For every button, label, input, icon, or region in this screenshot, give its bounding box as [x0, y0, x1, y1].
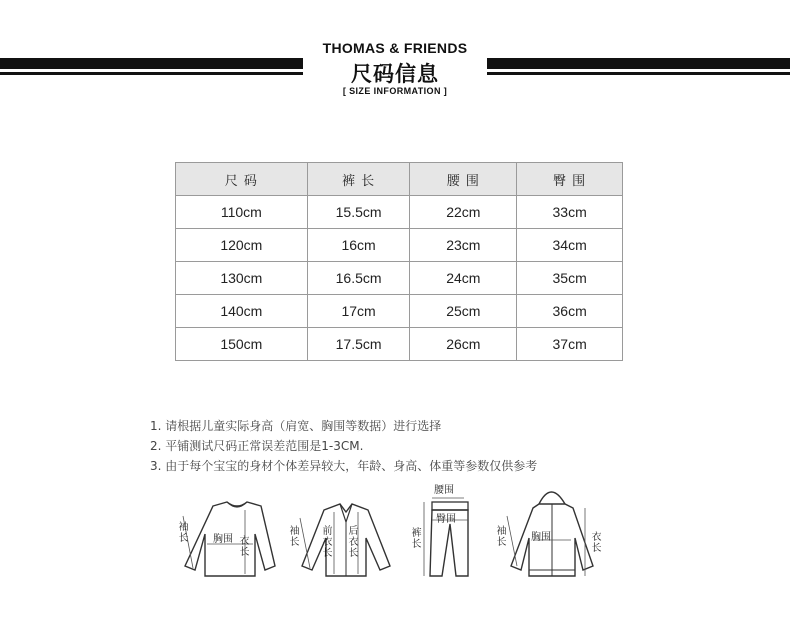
label-sleeve-length: 袖长: [496, 526, 507, 548]
label-waist: 腰围: [434, 485, 454, 496]
table-cell: 24cm: [410, 262, 517, 295]
size-table: [175, 162, 623, 361]
table-row: [176, 196, 623, 229]
table-cell: 33cm: [517, 196, 623, 229]
table-row: [176, 295, 623, 328]
table-cell: 16cm: [307, 229, 410, 262]
note-item: 2. 平铺测试尺码正常误差范围是1-3CM.: [150, 439, 364, 453]
label-front-length: 前衣长: [322, 526, 333, 559]
table-cell: 35cm: [517, 262, 623, 295]
longsleeve-diagram: [175, 482, 285, 582]
table-cell: 120cm: [176, 229, 308, 262]
table-cell: 34cm: [517, 229, 623, 262]
label-pants-length: 裤长: [411, 528, 422, 550]
column-header-waist: 腰 围: [410, 163, 517, 196]
table-cell: 110cm: [176, 196, 308, 229]
label-hip: 臀围: [436, 514, 456, 525]
column-header-size: 尺 码: [176, 163, 308, 196]
table-cell: 25cm: [410, 295, 517, 328]
label-chest: 胸围: [213, 534, 233, 545]
table-cell: 36cm: [517, 295, 623, 328]
table-cell: 17cm: [307, 295, 410, 328]
table-row: [176, 328, 623, 361]
table-cell: 23cm: [410, 229, 517, 262]
shirt-drawing: [286, 482, 396, 582]
column-header-hip: 臀 围: [517, 163, 623, 196]
column-header-pants-length: 裤 长: [307, 163, 410, 196]
table-row: [176, 229, 623, 262]
page-title: 尺码信息: [351, 62, 439, 86]
label-length: 衣长: [239, 536, 250, 558]
table-cell: 17.5cm: [307, 328, 410, 361]
label-back-length: 后衣长: [348, 526, 359, 559]
note-item: 3. 由于每个宝宝的身材个体差异较大，年龄、身高、体重等参数仅供参考: [150, 459, 538, 473]
table-cell: 15.5cm: [307, 196, 410, 229]
shirt-diagram: [286, 482, 396, 582]
table-cell: 130cm: [176, 262, 308, 295]
label-sleeve-length: 袖长: [289, 526, 300, 548]
longsleeve-drawing: [175, 482, 285, 582]
table-cell: 150cm: [176, 328, 308, 361]
page-subtitle: [ SIZE INFORMATION ]: [342, 86, 448, 96]
brand-name: THOMAS & FRIENDS: [322, 40, 468, 56]
label-length: 衣长: [591, 532, 602, 554]
table-cell: 16.5cm: [307, 262, 410, 295]
table-cell: 37cm: [517, 328, 623, 361]
pants-diagram: [408, 482, 488, 582]
note-item: 1. 请根据儿童实际身高（肩宽、胸围等数据）进行选择: [150, 419, 442, 433]
table-row: [176, 262, 623, 295]
table-cell: 22cm: [410, 196, 517, 229]
label-chest: 胸围: [531, 532, 551, 543]
table-header-row: [176, 163, 623, 196]
hoodie-diagram: [493, 482, 611, 582]
table-cell: 26cm: [410, 328, 517, 361]
size-notes: [150, 416, 537, 476]
table-cell: 140cm: [176, 295, 308, 328]
label-sleeve-length: 袖长: [178, 522, 189, 544]
